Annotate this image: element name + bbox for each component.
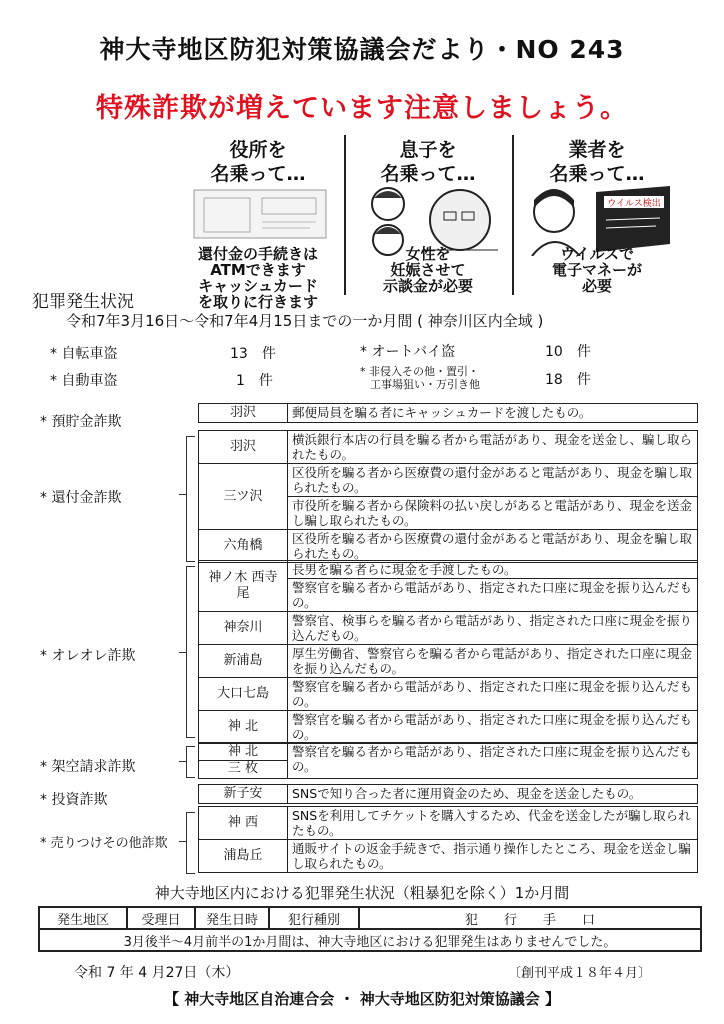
category-billing-fraud: * 架空請求詐欺	[40, 759, 136, 775]
category-brace	[186, 436, 195, 562]
panel-divider	[512, 135, 514, 295]
panel-heading-line1: 息子を	[399, 139, 457, 161]
stat-car-value: 1 件	[236, 373, 273, 389]
case-location: 大口七島	[199, 678, 288, 711]
column-header: 犯行種別	[269, 907, 359, 929]
category-brace-tick	[179, 652, 186, 653]
category-brace	[186, 566, 195, 738]
panel-caption-line: ウイルスで	[559, 245, 635, 263]
case-location: 神 北	[199, 711, 288, 744]
panel-heading-line1: 役所を	[229, 139, 287, 161]
case-description: SNSで知り合った者に運用資金のため、現金を送金したもの。	[288, 785, 698, 804]
case-description: 警察官を騙る者から電話があり、指定された口座に現金を振り込んだもの。	[288, 743, 698, 779]
panel-caption-line: を取りに行きます	[197, 293, 318, 311]
refund-fraud-table	[198, 430, 698, 563]
panel-caption-line: ATMできます	[210, 261, 306, 279]
column-header: 受理日	[127, 907, 195, 929]
case-description: 区役所を騙る者から医療費の還付金があると電話があり、現金を騙し取られたもの。	[288, 530, 698, 563]
summary-note: 3月後半～4月前半の1か月間は、神大寺地区における犯罪発生はありませんでした。	[39, 929, 701, 951]
deposit-fraud-table	[198, 403, 698, 423]
publisher: 【 神大寺地区自治連合会 ・ 神大寺地区防犯対策協議会 】	[164, 990, 560, 1008]
case-description: SNSを利用してチケットを購入するため、代金を送金したが騙し取られたもの。	[288, 807, 698, 840]
panel-caption-line: 女性を	[405, 245, 451, 263]
table-row	[199, 678, 698, 711]
case-description: 横浜銀行本店の行員を騙る者から電話があり、現金を送金し、騙し取られたもの。	[288, 431, 698, 464]
stat-other-label: * 非侵入その他・置引・ 工事場狙い・万引き他	[360, 365, 480, 391]
category-refund-fraud: * 還付金詐欺	[40, 490, 122, 506]
case-location: 新子安	[199, 785, 288, 804]
case-description: 長男を騙る者らに現金を手渡したもの。	[288, 561, 698, 579]
case-description: 警察官を騙る者から電話があり、指定された口座に現金を振り込んだもの。	[288, 678, 698, 711]
table-header-row	[39, 907, 701, 929]
table-row	[199, 464, 698, 497]
city-office-illustration	[190, 184, 330, 242]
case-description: 郵便局員を騙る者にキャッシュカードを渡したもの。	[288, 404, 698, 423]
stat-motorcycle-value: 10 件	[545, 344, 591, 360]
category-brace-tick	[179, 761, 186, 762]
stat-car-label: * 自動車盗	[50, 373, 118, 389]
panel-caption-line: 電子マネーが	[551, 261, 642, 279]
column-header: 犯 行 手 口	[359, 907, 701, 929]
column-header: 発生地区	[39, 907, 127, 929]
table-row	[199, 807, 698, 840]
table-row	[199, 840, 698, 873]
case-description: 警察官を騙る者から電話があり、指定された口座に現金を振り込んだもの。	[288, 579, 698, 612]
billing-fraud-table	[198, 742, 698, 779]
table-row	[199, 785, 698, 804]
category-sales-fraud: * 売りつけその他詐欺	[40, 836, 168, 851]
panel-caption-line: 妊娠させて	[390, 261, 466, 279]
stat-bicycle-value: 13 件	[230, 346, 276, 362]
case-location: 神奈川	[199, 612, 288, 645]
panel-city-office	[178, 130, 338, 311]
case-description: 区役所を騙る者から医療費の還付金があると電話があり、現金を騙し取られたもの。	[288, 464, 698, 497]
district-summary-table	[38, 906, 702, 952]
crime-status-period: 令和7年3月16日～令和7年4月15日までの一か月間 ( 神奈川区内全域 )	[66, 312, 544, 330]
virus-screen-text: ウイルス検出	[607, 199, 661, 209]
panel-caption-line: キャッシュカード	[198, 277, 318, 295]
stat-motorcycle-label: * オートバイ盗	[360, 344, 456, 360]
table-row	[39, 929, 701, 951]
panel-caption-line: 必要	[581, 277, 612, 295]
case-location: 六角橋	[199, 530, 288, 563]
case-location: 新浦島	[199, 645, 288, 678]
category-brace-tick	[179, 841, 186, 842]
category-deposit-fraud: * 預貯金詐欺	[40, 414, 122, 430]
oreore-fraud-table	[198, 560, 698, 744]
panel-son	[348, 130, 508, 300]
headline-warning: 特殊詐欺が増えています注意しましょう。	[96, 93, 628, 124]
case-location: 神 北 三 枚	[199, 743, 288, 779]
category-brace	[186, 812, 195, 874]
panel-heading-line2: 名乗って…	[380, 163, 476, 185]
case-location: 羽沢	[199, 404, 288, 423]
panel-heading-line2: 名乗って…	[549, 163, 645, 185]
category-oreore-fraud: * オレオレ詐欺	[40, 648, 136, 664]
category-brace	[186, 746, 195, 778]
case-location: 神 西	[199, 807, 288, 840]
stat-bicycle-label: * 自転車盗	[50, 346, 118, 362]
crime-status-title: 犯罪発生状況	[32, 292, 134, 312]
issue-date: 令和 7 年 4 月27日（木）	[74, 965, 240, 981]
category-brace-tick	[179, 494, 186, 495]
investment-fraud-table	[198, 784, 698, 804]
panel-caption-line: 還付金の手続きは	[197, 245, 318, 263]
case-description: 厚生労働省、警察官らを騙る者から電話があり、指定された口座に現金を振り込んだもの。	[288, 645, 698, 678]
table-row	[199, 431, 698, 464]
panel-heading-line1: 業者を	[568, 139, 626, 161]
case-location: 羽沢	[199, 431, 288, 464]
table-row	[199, 711, 698, 744]
table-row	[199, 530, 698, 563]
newsletter-title: 神大寺地区防犯対策協議会だより・NO 243	[99, 35, 625, 64]
stat-other-value: 18 件	[545, 372, 591, 388]
case-description: 警察官、検事らを騙る者から電話があり、指定された口座に現金を振り込んだもの。	[288, 612, 698, 645]
table-row	[199, 612, 698, 645]
panel-vendor	[516, 130, 678, 300]
case-location: 浦島丘	[199, 840, 288, 873]
case-description: 警察官を騙る者から電話があり、指定された口座に現金を振り込んだもの。	[288, 711, 698, 744]
case-description: 市役所を騙る者から保険料の払い戻しがあると電話があり、現金を送金し騙し取られたもの。	[288, 497, 698, 530]
table-row	[199, 561, 698, 579]
panel-caption-line: 示談金が必要	[382, 277, 473, 295]
table-row	[199, 743, 698, 779]
panel-heading-line2: 名乗って…	[210, 163, 306, 185]
case-location: 神ノ木 西寺尾	[199, 561, 288, 612]
case-location: 三ツ沢	[199, 464, 288, 530]
district-summary-title: 神大寺地区内における犯罪発生状況（粗暴犯を除く）1か月間	[154, 884, 570, 902]
column-header: 発生日時	[195, 907, 269, 929]
table-row	[199, 645, 698, 678]
case-description: 通販サイトの返金手続きで、指示通り操作したところ、現金を送金し騙し取られたもの。	[288, 840, 698, 873]
category-investment-fraud: * 投資詐欺	[40, 792, 108, 808]
first-issue-note: 〔創刊平成１８年４月〕	[508, 966, 652, 981]
panel-divider	[344, 135, 346, 295]
sales-fraud-table	[198, 806, 698, 873]
table-row	[199, 404, 698, 423]
